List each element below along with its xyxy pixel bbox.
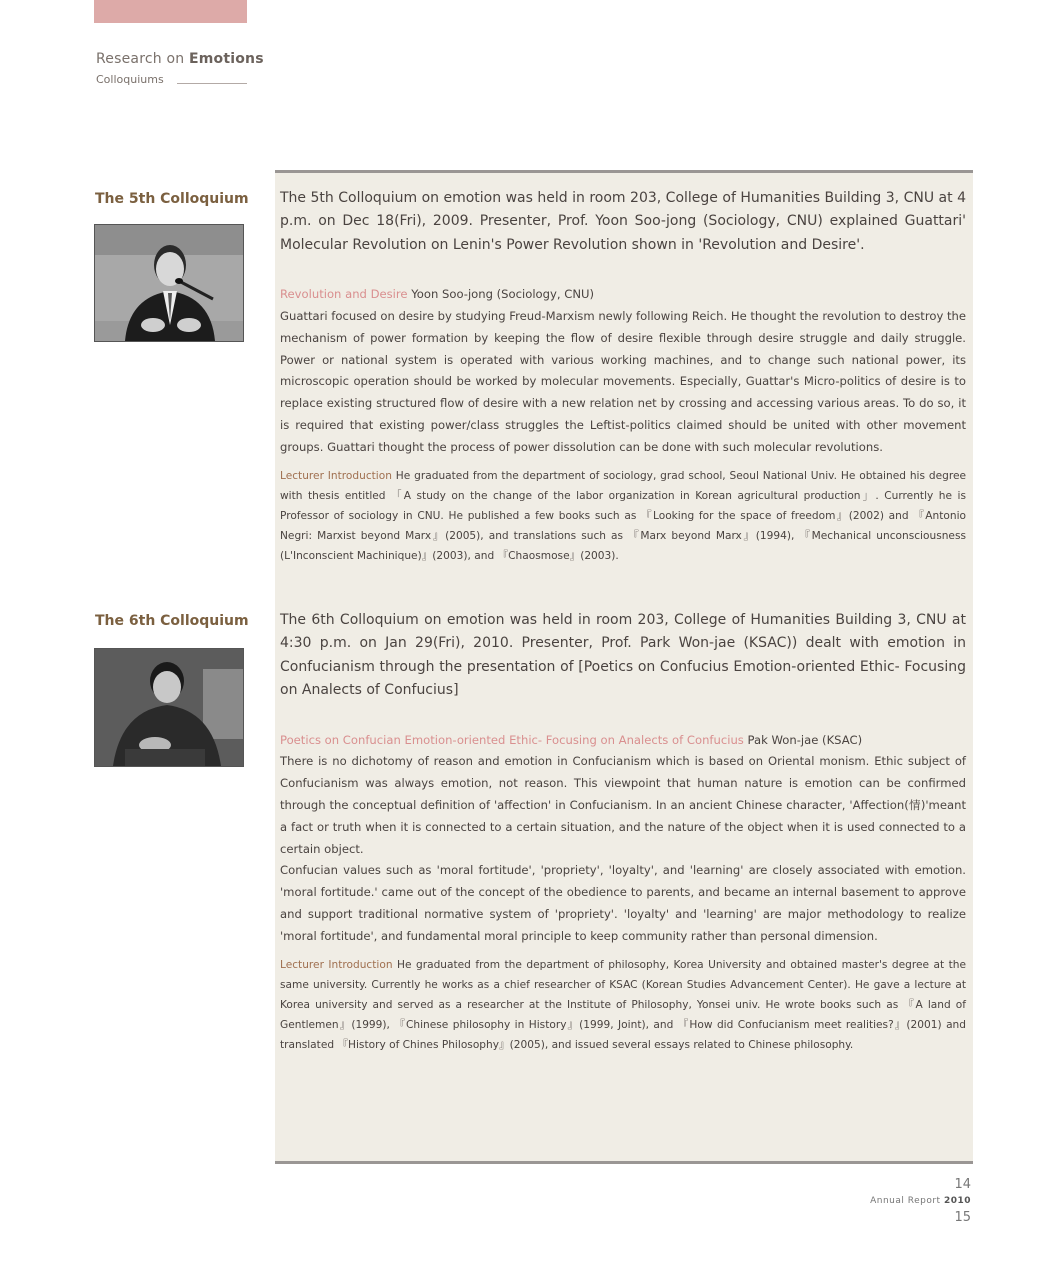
colloquium-6-lecturer-text: He graduated from the department of philosophy, Korea University and obtained master's degree at the same university. Currently he works as a chief researcher of KSAC (Korean Studies Advancement Center). He gave a lecture at Korea university and served as a researcher at the Institute of Philosophy, Yonsei univ. He wrote books such as 『A land of Gentlemen』(1999), 『Chinese philosophy in History』(1999, Joint), and 『How did Confucianism meet realities?』(2001) and translated 『History of Chines Philosophy』(2005), and issued several essays related to Chinese philosophy. bbox=[280, 958, 966, 1051]
presenter-6-photo-image bbox=[95, 649, 243, 766]
colloquium-6-body-2: Confucian values such as 'moral fortitude', 'propriety', 'loyalty', and 'learning' are closely associated with emotion. 'moral fortitude.' came out of the concept of the obedience to parents, and became an internal basement to approve and support traditional normative system of 'propriety'. 'loyalty' and 'learning' are major methodology to realize 'moral fortitude', and fundamental moral principle to keep community rather than personal dimension. bbox=[280, 863, 966, 943]
colloquium-6-lecturer-label: Lecturer Introduction bbox=[280, 958, 393, 971]
colloquium-5-heading: The 5th Colloquium bbox=[95, 191, 249, 207]
section-title-bold: Emotions bbox=[188, 51, 264, 67]
colloquium-6-talk-title: Poetics on Confucian Emotion-oriented Ethic- Focusing on Analects of Confucius bbox=[280, 732, 744, 747]
annual-report-label bbox=[870, 1196, 971, 1206]
colloquium-5-presenter: Yoon Soo-jong (Sociology, CNU) bbox=[407, 287, 595, 302]
page-number-left: 14 bbox=[954, 1177, 971, 1192]
colloquium-6-content bbox=[280, 609, 966, 1055]
colloquium-6-lecturer bbox=[280, 955, 966, 1055]
colloquium-6-talk-line bbox=[280, 730, 966, 752]
header-rule bbox=[177, 83, 247, 84]
colloquium-6-heading: The 6th Colloquium bbox=[95, 613, 249, 629]
colloquium-5-lecturer bbox=[280, 466, 966, 566]
colloquium-5-intro: The 5th Colloquium on emotion was held in room 203, College of Humanities Building 3, CNU at 4 p.m. on Dec 18(Fri), 2009. Presenter, Prof. Yoon Soo-jong (Sociology, CNU) explained Guattari' Molecular Revolution on Lenin's Power Revolution shown in 'Revolution and Desire'. bbox=[280, 190, 966, 253]
colloquium-6-intro: The 6th Colloquium on emotion was held in room 203, College of Humanities Building 3, CNU at 4:30 p.m. on Jan 29(Fri), 2010. Presenter, Prof. Park Won-jae (KSAC)) dealt with emotion in Confucianism through the presentation of [Poetics on Confucius Emotion-oriented Ethic- Focusing on Analects of Confucius] bbox=[280, 612, 966, 699]
colloquium-5-body: Guattari focused on desire by studying Freud-Marxism newly following Reich. He thought the revolution to destroy the mechanism of power formation by keeping the flow of desire flexible through desire struggle and daily struggle. Power or national system is operated with various working machines, and to change such national power, its microscopic operation should be worked by molecular movements. Especially, Guattar's Micro-politics of desire is to replace existing structured flow of desire with a new relation net by crossing and accessing various areas. To do so, it is required that existing power/class struggles the Leftist-politics claimed should be united with other movement groups. Guattari thought the process of power dissolution can be done with such molecular revolutions. bbox=[280, 309, 967, 454]
presenter-6-photo bbox=[94, 648, 244, 767]
colloquium-5-talk-title: Revolution and Desire bbox=[280, 287, 408, 302]
section-title bbox=[96, 51, 264, 67]
presenter-5-photo bbox=[94, 224, 244, 342]
annual-report-prefix: Annual Report bbox=[870, 1196, 944, 1206]
annual-report-year: 2010 bbox=[943, 1196, 971, 1206]
presenter-5-photo-image bbox=[95, 225, 243, 341]
colloquium-5-lecturer-label: Lecturer Introduction bbox=[280, 469, 392, 482]
colloquium-6-presenter: Pak Won-jae (KSAC) bbox=[743, 732, 863, 747]
section-title-prefix: Research on bbox=[96, 51, 189, 67]
section-subtitle: Colloquiums bbox=[96, 73, 164, 86]
colloquium-6-body-1: There is no dichotomy of reason and emotion in Confucianism which is based on Oriental monism. Ethic subject of Confucianism was always emotion, not reason. This viewpoint that human nature is emotion can be confirmed through the conceptual definition of 'affection' in Confucianism. In an ancient Chinese character, 'Affection(情)'meant a fact or truth when it is connected to a certain situation, and the nature of the object when it is used connected to a certain object. bbox=[280, 754, 966, 856]
colloquium-5-talk-line bbox=[280, 284, 966, 306]
page-number-right: 15 bbox=[954, 1210, 971, 1225]
colloquium-5-content bbox=[280, 187, 966, 566]
header-color-tab bbox=[94, 0, 247, 23]
colloquium-5-lecturer-text: He graduated from the department of sociology, grad school, Seoul National Univ. He obtained his degree with thesis entitled 「A study on the change of the labor organization in Korean agricultural production」. Currently he is Professor of sociology in CNU. He published a few books such as 『Looking for the space of freedom』(2002) and 『Antonio Negri: Marxist beyond Marx』(2005), and translations such as 『Marx beyond Marx』(1994), 『Mechanical unconsciousness (L'Inconscient Machinique)』(2003), and 『Chaosmose』(2003). bbox=[280, 469, 966, 562]
